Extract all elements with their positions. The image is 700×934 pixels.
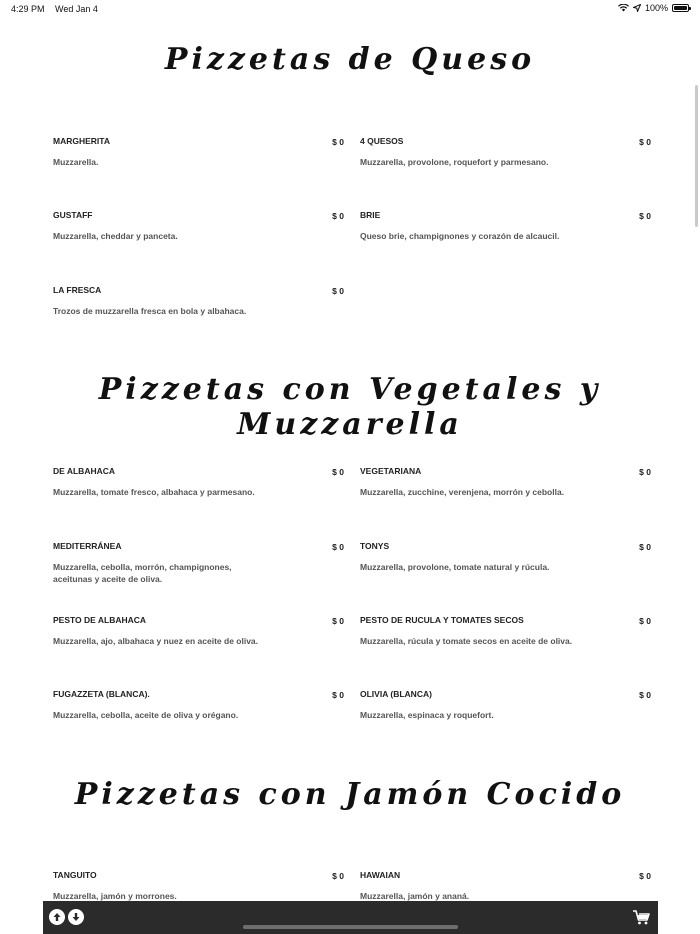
menu-item[interactable] [360, 870, 651, 902]
menu-item[interactable] [360, 541, 651, 573]
item-description: Muzzarella, provolone, roquefort y parmesano. [360, 157, 549, 167]
item-description: Muzzarella. [53, 157, 99, 167]
item-price: $ 0 [332, 286, 344, 296]
item-price: $ 0 [639, 690, 651, 700]
menu-item[interactable] [53, 210, 344, 242]
item-description: Muzzarella, jamón y ananá. [360, 891, 470, 901]
item-price: $ 0 [332, 137, 344, 147]
item-name: PESTO DE ALBAHACA [53, 615, 147, 625]
item-description: Trozos de muzzarella fresca en bola y albahaca. [53, 306, 247, 316]
menu-item[interactable] [360, 615, 651, 647]
arrow-down-icon [71, 912, 81, 922]
item-price: $ 0 [332, 211, 344, 221]
location-arrow-icon [633, 4, 641, 12]
item-price: $ 0 [332, 616, 344, 626]
scroll-down-button[interactable] [68, 909, 84, 925]
item-name: TONYS [360, 541, 390, 551]
item-description: Muzzarella, cebolla, aceite de oliva y orégano. [53, 710, 239, 720]
scroll-up-button[interactable] [49, 909, 65, 925]
menu-item[interactable] [53, 466, 344, 498]
item-price: $ 0 [639, 467, 651, 477]
status-bar [0, 0, 700, 18]
menu-item[interactable] [53, 285, 344, 317]
item-name: OLIVIA (BLANCA) [360, 689, 432, 699]
item-name: PESTO DE RUCULA Y TOMATES SECOS [360, 615, 524, 625]
item-name: TANGUITO [53, 870, 97, 880]
menu-item[interactable] [53, 689, 344, 721]
menu-item[interactable] [360, 136, 651, 168]
item-price: $ 0 [639, 871, 651, 881]
item-description: Muzzarella, ajo, albahaca y nuez en aceite de oliva. [53, 636, 259, 646]
wifi-icon [618, 4, 629, 12]
item-price: $ 0 [332, 467, 344, 477]
status-time: 4:29 PM [11, 4, 45, 14]
status-left [11, 4, 106, 14]
cart-button[interactable] [632, 908, 650, 926]
item-price: $ 0 [332, 871, 344, 881]
menu-item[interactable] [53, 870, 344, 902]
item-name: LA FRESCA [53, 285, 102, 295]
section-title-vegetales: Pizzetas con Vegetales y Muzzarella [98, 372, 602, 442]
item-name: MARGHERITA [53, 136, 110, 146]
item-name: MEDITERRÁNEA [53, 541, 122, 551]
item-description: Muzzarella, provolone, tomate natural y rúcula. [360, 562, 550, 572]
item-description: Muzzarella, tomate fresco, albahaca y parmesano. [53, 487, 255, 497]
menu-item[interactable] [360, 210, 651, 242]
item-price: $ 0 [639, 542, 651, 552]
arrow-up-icon [52, 912, 62, 922]
item-price: $ 0 [639, 137, 651, 147]
item-name: DE ALBAHACA [53, 466, 116, 476]
item-name: HAWAIAN [360, 870, 401, 880]
menu-item[interactable] [53, 615, 344, 647]
item-name: VEGETARIANA [360, 466, 422, 476]
item-name: FUGAZZETA (BLANCA). [53, 689, 150, 699]
item-name: BRIE [360, 210, 381, 220]
item-description: Muzzarella, cebolla, morrón, champignones, aceitunas y aceite de oliva. [53, 562, 232, 584]
item-description: Muzzarella, rúcula y tomate secos en aceite de oliva. [360, 636, 573, 646]
item-price: $ 0 [639, 616, 651, 626]
scroll-indicator[interactable] [695, 85, 698, 227]
item-price: $ 0 [332, 542, 344, 552]
cart-icon [632, 908, 650, 926]
item-price: $ 0 [639, 211, 651, 221]
item-description: Muzzarella, espinaca y roquefort. [360, 710, 494, 720]
menu-item[interactable] [53, 136, 344, 168]
battery-icon [672, 4, 689, 12]
section-title-jamon: Pizzetas con Jamón Cocido [74, 777, 626, 812]
status-date: Wed Jan 4 [55, 4, 98, 14]
menu-item[interactable] [53, 541, 344, 585]
status-right [618, 3, 689, 13]
battery-percent: 100% [644, 3, 668, 13]
item-name: GUSTAFF [53, 210, 93, 220]
menu-item[interactable] [360, 689, 651, 721]
item-description: Muzzarella, jamón y morrones. [53, 891, 177, 901]
section-title-queso: Pizzetas de Queso [164, 42, 536, 77]
item-description: Muzzarella, zucchine, verenjena, morrón y cebolla. [360, 487, 565, 497]
bottom-toolbar [43, 901, 658, 934]
item-name: 4 QUESOS [360, 136, 404, 146]
menu-item[interactable] [360, 466, 651, 498]
item-price: $ 0 [332, 690, 344, 700]
item-description: Muzzarella, cheddar y panceta. [53, 231, 178, 241]
home-indicator[interactable] [243, 925, 458, 929]
item-description: Queso brie, champignones y corazón de alcaucil. [360, 231, 560, 241]
